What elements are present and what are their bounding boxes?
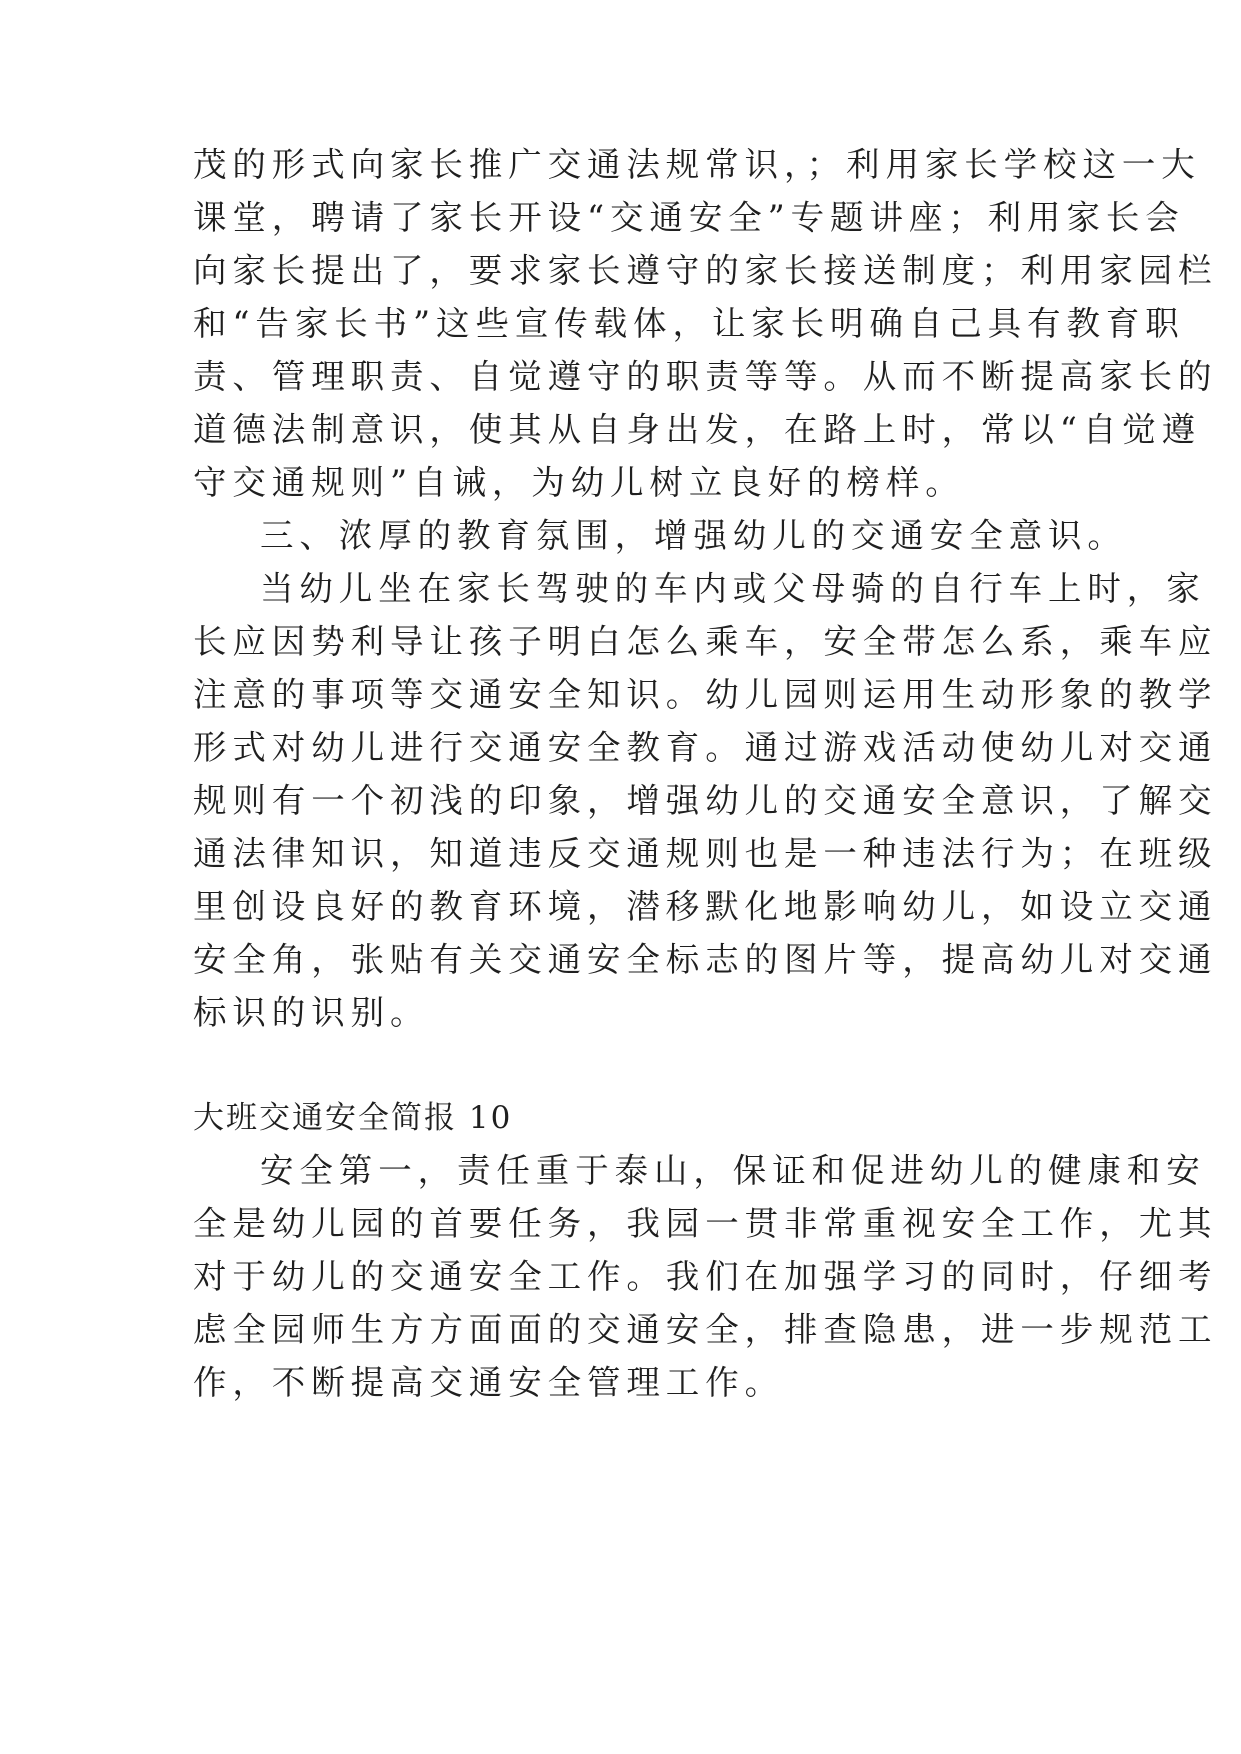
text-line: 安全角，张贴有关交通安全标志的图片等，提高幼儿对交通 (193, 940, 1218, 979)
text-line: 作，不断提高交通安全管理工作。 (193, 1363, 784, 1402)
section-heading: 大班交通安全简报 10 (193, 1100, 513, 1136)
text-line: 向家长提出了，要求家长遵守的家长接送制度；利用家园栏 (193, 251, 1218, 290)
text-line: 注意的事项等交通安全知识。幼儿园则运用生动形象的教学 (193, 675, 1218, 714)
text-line: 形式对幼儿进行交通安全教育。通过游戏活动使幼儿对交通 (193, 728, 1218, 767)
text-line: 和“告家长书”这些宣传载体，让家长明确自己具有教育职 (193, 304, 1185, 343)
text-line: 对于幼儿的交通安全工作。我们在加强学习的同时，仔细考 (193, 1257, 1218, 1296)
text-line: 课堂，聘请了家长开设“交通安全”专题讲座；利用家长会 (193, 198, 1185, 237)
text-line: 道德法制意识，使其从自身出发，在路上时，常以“自觉遵 (193, 410, 1202, 449)
text-line: 长应因势利导让孩子明白怎么乘车，安全带怎么系，乘车应 (193, 622, 1218, 661)
text-line: 里创设良好的教育环境，潜移默化地影响幼儿，如设立交通 (193, 887, 1218, 926)
section-subheading: 三、浓厚的教育氛围，增强幼儿的交通安全意识。 (260, 516, 1127, 555)
text-line: 安全第一，责任重于泰山，保证和促进幼儿的健康和安 (260, 1151, 1206, 1190)
text-line: 规则有一个初浅的印象，增强幼儿的交通安全意识，了解交 (193, 781, 1218, 820)
text-line: 守交通规则”自诫，为幼儿树立良好的榜样。 (193, 463, 965, 502)
text-line: 当幼儿坐在家长驾驶的车内或父母骑的自行车上时，家 (260, 569, 1206, 608)
text-line: 通法律知识，知道违反交通规则也是一种违法行为；在班级 (193, 834, 1218, 873)
text-line: 全是幼儿园的首要任务，我园一贯非常重视安全工作，尤其 (193, 1204, 1218, 1243)
text-line: 标识的识别。 (193, 993, 430, 1032)
text-line: 虑全园师生方方面面的交通安全，排查隐患，进一步规范工 (193, 1310, 1218, 1349)
text-line: 茂的形式向家长推广交通法规常识，；利用家长学校这一大 (193, 145, 1201, 184)
text-line: 责、管理职责、自觉遵守的职责等等。从而不断提高家长的 (193, 357, 1218, 396)
